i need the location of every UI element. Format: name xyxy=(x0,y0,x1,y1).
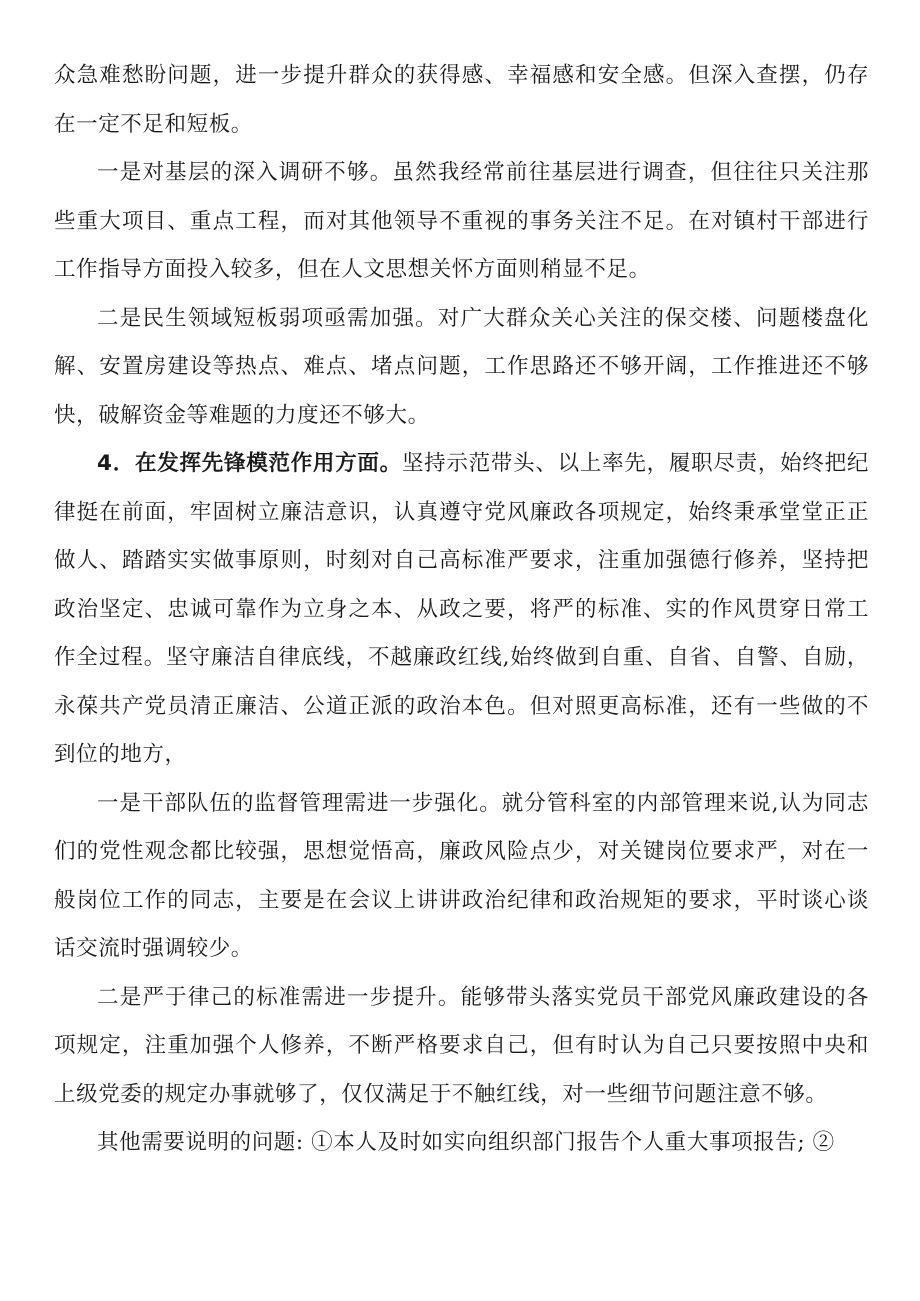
paragraph-self-discipline: 二是严于律己的标准需进一步提升。能够带头落实党员干部党风廉政建设的各项规定，注重加强个人修养，不断严格要求自己，但有时认为自己只要按照中央和上级党委的规定办事就够了，仅仅满足于不触红线，对一些细节问题注意不够。 xyxy=(54,984,869,1107)
section-heading-4: 4．在发挥先锋模范作用方面。 xyxy=(97,451,402,476)
paragraph-other-issues: 其他需要说明的问题: ①本人及时如实向组织部门报告个人重大事项报告; ② xyxy=(97,1130,835,1155)
section-body-4: 坚持示范带头、以上率先，履职尽责，始终把纪律挺在前面，牢固树立廉洁意识，认真遵守党风廉政各项规定，始终秉承堂堂正正做人、踏踏实实做事原则，时刻对自己高标准严要求，注重加强德行修养，坚持把政治坚定、忠诚可靠作为立身之本、从政之要，将严的标准、实的作风贯穿日常工作全过程。坚守廉洁自律底线，不越廉政红线,始终做到自重、自省、自警、自励，永葆共产党员清正廉洁、公道正派的政治本色。但对照更高标准，还有一些做的不到位的地方， xyxy=(54,451,869,767)
paragraph-grassroots-research: 一是对基层的深入调研不够。虽然我经常前往基层进行调查，但往往只关注那些重大项目、重点工程，而对其他领导不重视的事务关注不足。在对镇村干部进行工作指导方面投入较多，但在人文思想关怀方面则稍显不足。 xyxy=(54,160,869,282)
paragraph-cadre-supervision: 一是干部队伍的监督管理需进一步强化。就分管科室的内部管理来说,认为同志们的党性观念都比较强，思想觉悟高，廉政风险点少，对关键岗位要求严，对在一般岗位工作的同志，主要是在会议上讲讲政治纪律和政治规矩的要求，平时谈心谈话交流时强调较少。 xyxy=(54,790,869,961)
paragraph-livelihood-shortcomings: 二是民生领域短板弱项亟需加强。对广大群众关心关注的保交楼、问题楼盘化解、安置房建设等热点、难点、堵点问题，工作思路还不够开阔，工作推进还不够快，破解资金等难题的力度还不够大。 xyxy=(54,305,869,428)
paragraph-continuation: 众急难愁盼问题，进一步提升群众的获得感、幸福感和安全感。但深入查摆，仍存在一定不足和短板。 xyxy=(54,63,869,137)
paragraph-vanguard-role xyxy=(54,440,869,780)
document-page xyxy=(54,52,869,1168)
